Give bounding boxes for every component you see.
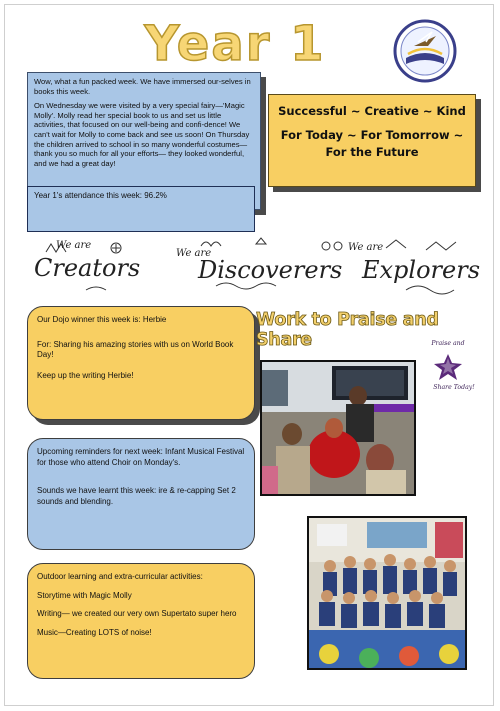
praise-share-title: Work to Praise and Share	[256, 310, 439, 350]
attendance-box	[27, 186, 255, 232]
storytime-photo-image	[262, 362, 414, 494]
school-motto-box	[268, 94, 476, 187]
news-paragraph-2: On Wednesday we were visited by a very special fairy—'Magic Molly'. Molly read her special book to us and set us little activities, that focused on our well-being and confi-dence! We can't wait for Molly to come back and see us soon! On Thursday the children arrived to school in so many wonderful costumes—thank you so much for all your efforts— they looked wonderful, and we had a great day!	[34, 101, 250, 168]
motto-line-3: For the Future	[325, 145, 419, 159]
we-are-label: We are	[56, 240, 92, 251]
outdoor-heading: Outdoor learning and extra-curricular activities:	[37, 572, 203, 581]
dojo-winner-text: Our Dojo winner this week is: Herbie	[37, 315, 167, 324]
school-logo	[392, 18, 458, 84]
news-paragraph-1: Wow, what a fun packed week. We have immersed our-selves in books this week.	[34, 77, 251, 96]
dojo-winner-box	[27, 306, 255, 420]
outdoor-item: Writing— we created our very own Supertato super hero	[37, 609, 237, 618]
we-are-label: We are	[176, 248, 212, 259]
badge-text: Share Today!	[433, 384, 475, 391]
classroom-photo-storytime	[260, 360, 416, 496]
reminders-text: Upcoming reminders for next week: Infant Musical Festival for those who attend Choir on Monday's.	[37, 447, 245, 467]
dojo-reason-text: For: Sharing his amazing stories with us on World Book Day!	[37, 339, 234, 359]
group-photo-image	[309, 518, 465, 668]
dojo-note-text: Keep up the writing Herbie!	[37, 370, 134, 380]
praise-share-star-icon	[420, 336, 476, 392]
motto-line-1: Successful ~ Creative ~ Kind	[278, 104, 466, 118]
attendance-text: Year 1's attendance this week: 96.2%	[34, 191, 167, 200]
outdoor-item: Storytime with Magic Molly	[37, 590, 132, 600]
creators-word: Creators	[34, 254, 141, 282]
discoverers-word: Discoverers	[198, 256, 343, 284]
outdoor-item: Music—Creating LOTS of noise!	[37, 627, 152, 637]
class-group-photo	[307, 516, 467, 670]
page-title: Year 1	[144, 16, 326, 72]
values-banner	[26, 234, 481, 302]
motto-line-2: For Today ~ For Tomorrow ~	[280, 128, 464, 142]
outdoor-learning-box	[27, 563, 255, 679]
reminders-box	[27, 438, 255, 550]
badge-text: Praise and	[431, 340, 465, 347]
we-are-label: We are	[348, 242, 384, 253]
sounds-text: Sounds we have learnt this week: ire & re-capping Set 2 sounds and blending.	[37, 486, 236, 506]
explorers-word: Explorers	[362, 256, 481, 284]
